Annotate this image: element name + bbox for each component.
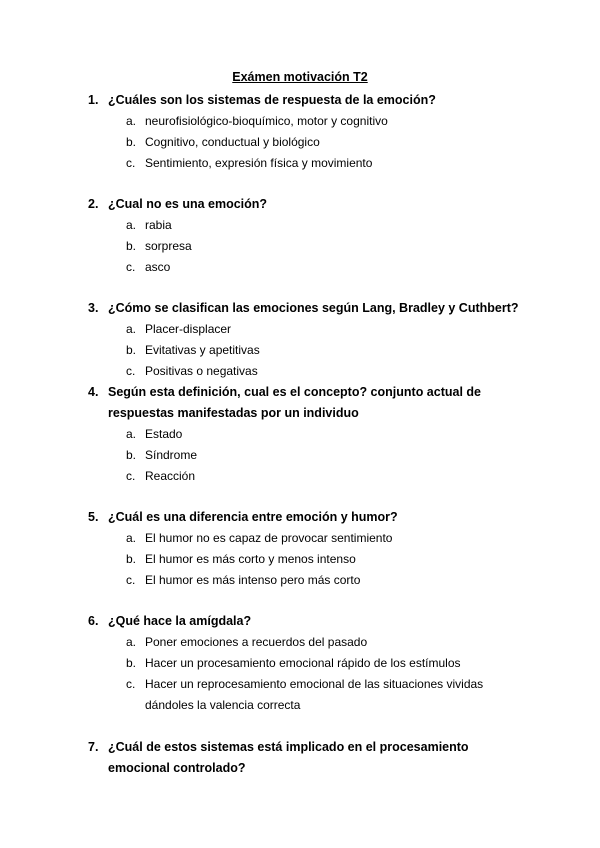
question-number: 1. — [88, 93, 99, 107]
option-6a — [126, 632, 526, 653]
question-text: ¿Cuál de estos sistemas está implicado en el procesamiento emocional controlado? — [108, 740, 469, 775]
question-7 — [88, 737, 528, 779]
option-2a — [126, 215, 526, 236]
option-5c — [126, 570, 526, 591]
option-letter: c. — [126, 469, 136, 483]
option-letter: a. — [126, 114, 137, 128]
option-text: El humor es más intenso pero más corto — [145, 573, 361, 587]
option-text: sorpresa — [145, 239, 192, 253]
option-text: El humor no es capaz de provocar sentimiento — [145, 531, 393, 545]
option-4b — [126, 445, 526, 466]
option-1c — [126, 153, 526, 174]
option-4c — [126, 466, 526, 487]
option-letter: b. — [126, 448, 137, 462]
question-number: 4. — [88, 385, 99, 399]
option-letter: a. — [126, 218, 137, 232]
option-text: Estado — [145, 427, 183, 441]
option-3a — [126, 319, 526, 340]
option-letter: c. — [126, 260, 136, 274]
option-3c — [126, 361, 526, 382]
question-4 — [88, 382, 528, 424]
question-5 — [88, 507, 528, 528]
question-number: 2. — [88, 197, 99, 211]
option-text: Hacer un reprocesamiento emocional de las situaciones vividas dándoles la valencia correcta — [145, 677, 484, 712]
option-1b — [126, 132, 526, 153]
option-1a — [126, 111, 526, 132]
question-text: ¿Qué hace la amígdala? — [108, 614, 252, 628]
option-text: Cognitivo, conductual y biológico — [145, 135, 320, 149]
option-text: Poner emociones a recuerdos del pasado — [145, 635, 368, 649]
option-letter: a. — [126, 635, 137, 649]
option-letter: c. — [126, 156, 136, 170]
option-text: El humor es más corto y menos intenso — [145, 552, 356, 566]
option-4a — [126, 424, 526, 445]
page-title: Exámen motivación T2 — [232, 70, 368, 84]
option-text: Hacer un procesamiento emocional rápido de los estímulos — [145, 656, 461, 670]
option-3b — [126, 340, 526, 361]
option-letter: b. — [126, 239, 137, 253]
question-2 — [88, 194, 528, 215]
option-2b — [126, 236, 526, 257]
option-5a — [126, 528, 526, 549]
question-6 — [88, 611, 528, 632]
option-letter: b. — [126, 135, 137, 149]
question-text: Según esta definición, cual es el concepto? conjunto actual de respuestas manifestadas por un individuo — [108, 385, 481, 420]
question-number: 5. — [88, 510, 99, 524]
option-letter: a. — [126, 322, 137, 336]
option-text: neurofisiológico-bioquímico, motor y cognitivo — [145, 114, 388, 128]
option-letter: b. — [126, 343, 137, 357]
option-text: asco — [145, 260, 171, 274]
option-text: rabia — [145, 218, 172, 232]
option-letter: c. — [126, 677, 136, 691]
option-text: Placer-displacer — [145, 322, 232, 336]
question-1 — [88, 90, 528, 111]
question-text: ¿Cuál es una diferencia entre emoción y humor? — [108, 510, 398, 524]
option-text: Evitativas y apetitivas — [145, 343, 260, 357]
option-5b — [126, 549, 526, 570]
option-6c — [126, 674, 526, 716]
option-text: Positivas o negativas — [145, 364, 258, 378]
option-text: Reacción — [145, 469, 196, 483]
option-text: Sentimiento, expresión física y movimiento — [145, 156, 373, 170]
option-letter: a. — [126, 427, 137, 441]
question-text: ¿Cual no es una emoción? — [108, 197, 268, 211]
option-letter: b. — [126, 656, 137, 670]
option-text: Síndrome — [145, 448, 198, 462]
option-letter: a. — [126, 531, 137, 545]
question-number: 7. — [88, 740, 99, 754]
option-letter: c. — [126, 573, 136, 587]
question-text: ¿Cómo se clasifican las emociones según Lang, Bradley y Cuthbert? — [108, 301, 519, 315]
question-3 — [88, 298, 528, 319]
option-letter: b. — [126, 552, 137, 566]
question-text: ¿Cuáles son los sistemas de respuesta de la emoción? — [108, 93, 436, 107]
option-letter: c. — [126, 364, 136, 378]
question-number: 3. — [88, 301, 99, 315]
question-number: 6. — [88, 614, 99, 628]
option-2c — [126, 257, 526, 278]
option-6b — [126, 653, 526, 674]
